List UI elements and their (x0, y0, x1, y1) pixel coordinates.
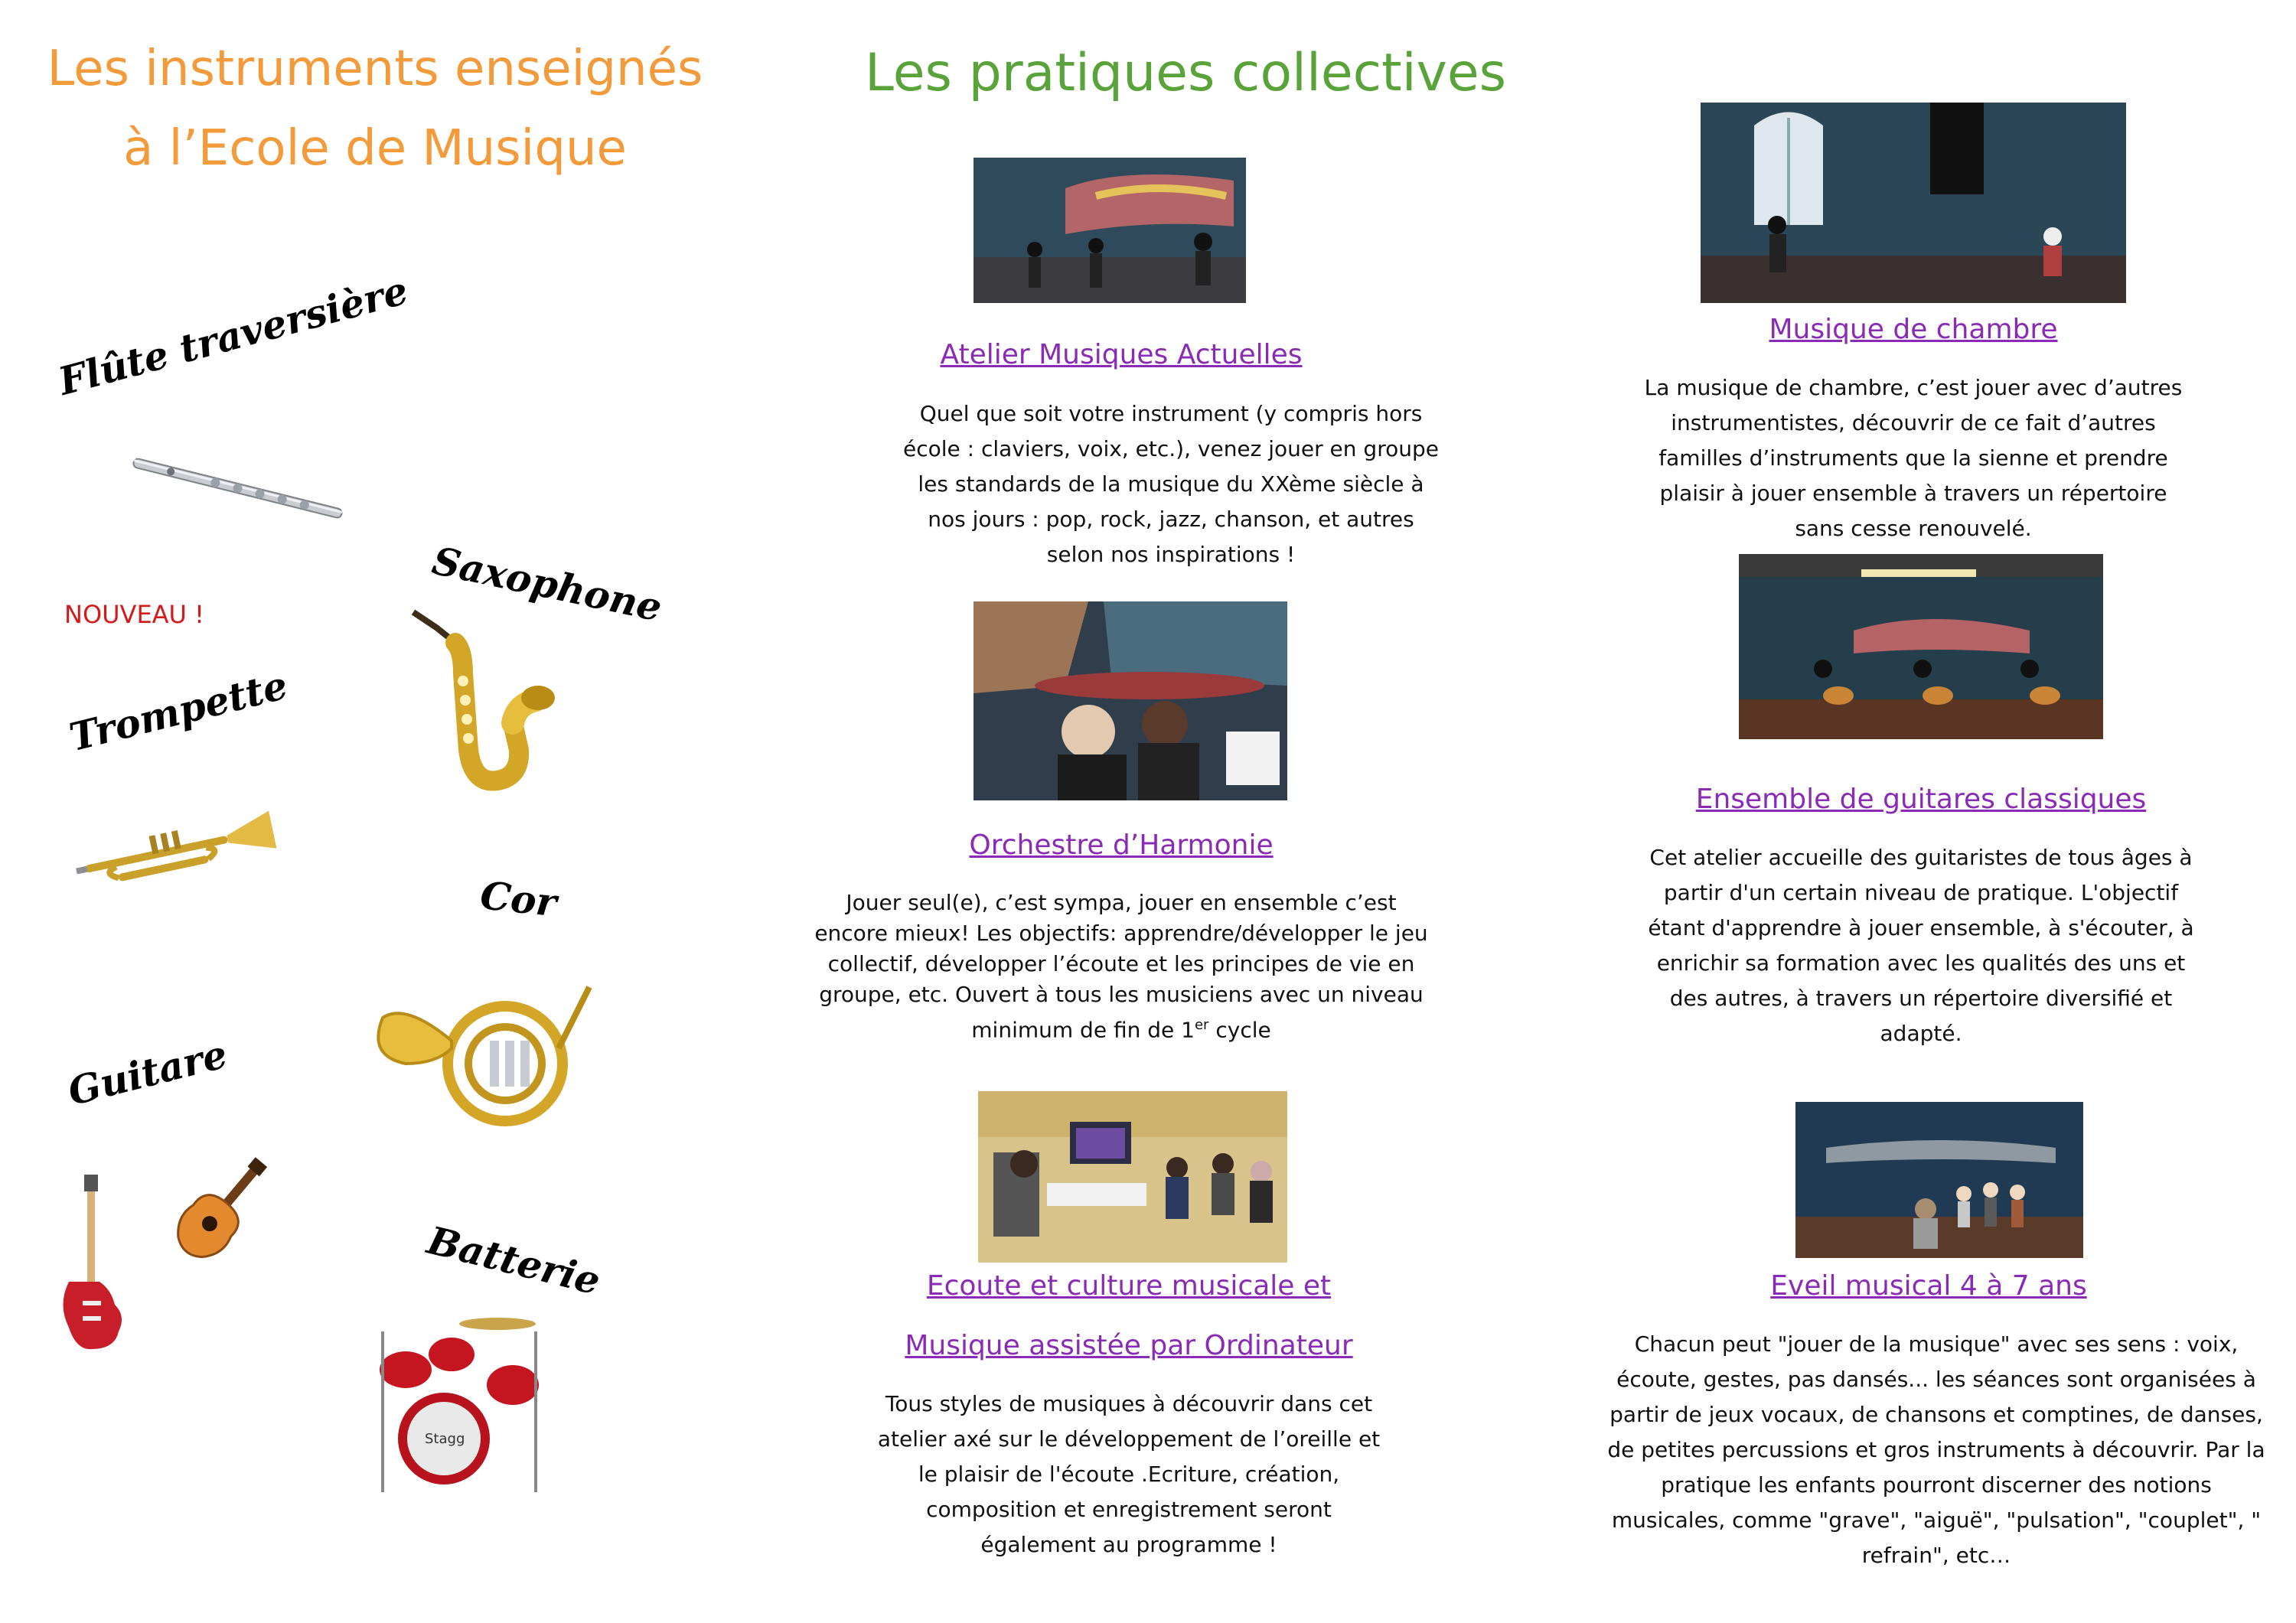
atelier-text: Quel que soit votre instrument (y compris hors école : claviers, voix, etc.), venez jouer en groupe les standards de la musique du XXème siècle à nos jours : pop, rock, jazz, chanson, et autres selon nos inspirations ! (903, 401, 1439, 567)
cor-label: Cor (478, 872, 559, 926)
harmonie-text-tail: cycle (1208, 1017, 1271, 1043)
cor-image (360, 957, 605, 1140)
batterie-label: Batterie (422, 1217, 605, 1304)
left-title-line1: Les instruments enseignés (47, 41, 703, 97)
chambre-photo (1701, 103, 2126, 303)
flute-image (122, 429, 352, 551)
chambre-text: La musique de chambre, c’est jouer avec d’autres instrumentistes, découvrir de ce fait d’autres familles d’instruments que la sienne et prendre plaisir à jouer ensemble à travers un répertoire sans cesse renouvelé. (1644, 375, 2183, 541)
guitare-label: Guitare (63, 1031, 232, 1115)
batterie-image (352, 1301, 566, 1500)
flute-label: Flûte traversière (54, 267, 413, 404)
trompette-image (69, 803, 291, 903)
classical-guitar-image (153, 1148, 291, 1270)
electric-guitar-image (54, 1175, 130, 1358)
harmonie-text-main: Jouer seul(e), c’est sympa, jouer en ensemble c’est encore mieux! Les objectifs: apprendre/développer le jeu collectif, développer l’écoute et les principes de vie en groupe, etc. Ouvert à tous les musiciens avec un niveau minimum de fin de 1 (814, 890, 1428, 1043)
ecoute-heading-line1[interactable]: Ecoute et culture musicale et (926, 1270, 1332, 1302)
ecoute-photo (978, 1091, 1287, 1263)
eveil-photo (1795, 1102, 2083, 1258)
harmonie-text (811, 888, 1431, 1045)
guitares-heading[interactable]: Ensemble de guitares classiques (1695, 784, 2147, 815)
harmonie-text-sup: er (1194, 1017, 1209, 1033)
guitares-text: Cet atelier accueille des guitaristes de tous âges à partir d'un certain niveau de pratique. L'objectif étant d'apprendre à jouer ensemble, à s'écouter, à enrichir sa formation avec les qualités des uns et des autres, à travers un répertoire diversifié et adapté. (1648, 845, 2194, 1046)
ecoute-heading-line2[interactable]: Musique assistée par Ordinateur (905, 1330, 1353, 1361)
chambre-heading[interactable]: Musique de chambre (1769, 314, 2058, 345)
guitares-photo (1739, 554, 2103, 739)
saxophone-image (383, 597, 559, 796)
eveil-heading[interactable]: Eveil musical 4 à 7 ans (1770, 1270, 2087, 1302)
ecoute-text: Tous styles de musiques à découvrir dans cet atelier axé sur le développement de l’oreille et le plaisir de l'écoute .Ecriture, création, composition et enregistrement seront également au programme ! (877, 1391, 1381, 1557)
nouveau-badge: NOUVEAU ! (64, 600, 204, 629)
right-title: Les pratiques collectives (865, 43, 1507, 103)
eveil-text: Chacun peut "jouer de la musique" avec ses sens : voix, écoute, gestes, pas dansés... les séances sont organisées à partir de jeux vocaux, de chansons et comptines, de danses, de petites percussions et gros instruments à découvrir. Par la pratique les enfants pourront discerner des notions musicales, comme "grave", "aiguë", "pulsation", "couplet", " refrain", etc… (1607, 1331, 2265, 1568)
left-title-line2: à l’Ecole de Musique (123, 120, 627, 177)
svg-text:Stagg: Stagg (425, 1431, 465, 1447)
trompette-label: Trompette (64, 662, 292, 761)
harmonie-photo (974, 601, 1287, 800)
left-title (31, 29, 719, 188)
atelier-heading[interactable]: Atelier Musiques Actuelles (940, 339, 1303, 370)
saxophone-label: Saxophone (428, 537, 666, 631)
atelier-photo (974, 158, 1246, 303)
harmonie-heading[interactable]: Orchestre d’Harmonie (969, 829, 1274, 861)
